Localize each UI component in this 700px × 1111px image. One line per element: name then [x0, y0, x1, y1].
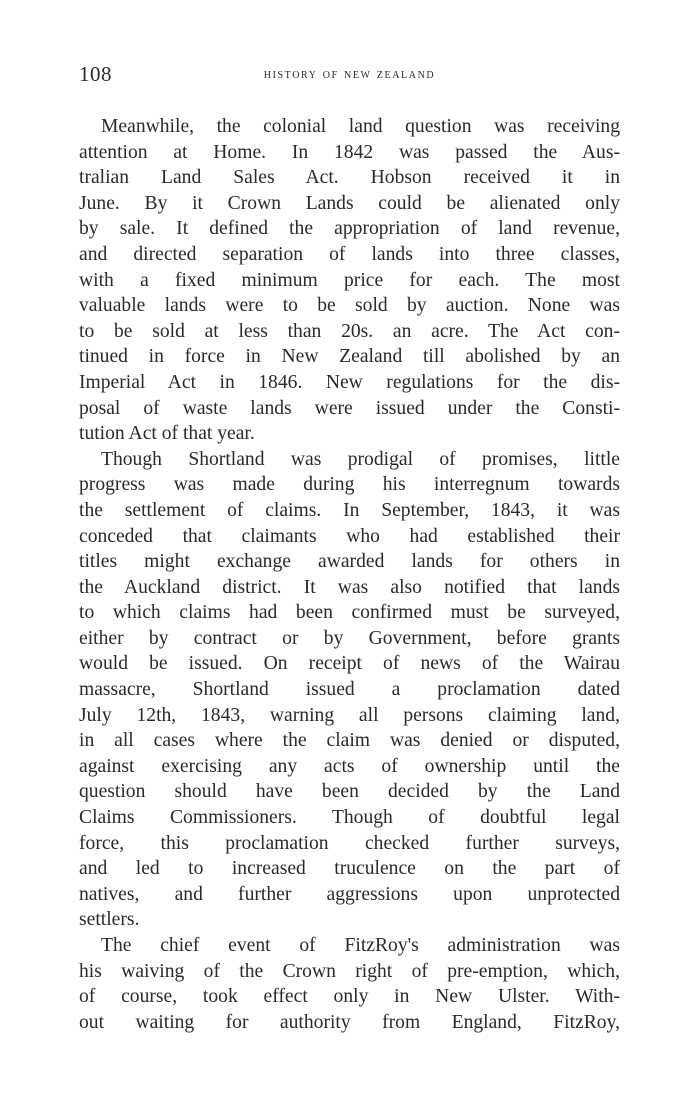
text-line: titles might exchange awarded lands for others in	[79, 551, 620, 573]
text-line: Meanwhile, the colonial land question was receiving	[101, 116, 620, 137]
text-line: progress was made during his interregnum towards	[79, 474, 620, 496]
running-title: history of new zealand	[263, 66, 436, 82]
text-line: conceded that claimants who had established their	[79, 525, 620, 547]
text-line: out waiting for authority from England, FitzRoy,	[79, 1011, 620, 1033]
text-line: tution Act of that year.	[79, 423, 255, 445]
text-line: settlers.	[79, 909, 140, 931]
text-line: natives, and further aggressions upon unprotected	[79, 883, 620, 905]
text-line: valuable lands were to be sold by auction. None was	[79, 295, 620, 317]
text-line: to be sold at less than 20s. an acre. The Act con-	[79, 320, 620, 342]
text-line: posal of waste lands were issued under the Consti-	[79, 397, 620, 419]
text-line: question should have been decided by the Land	[79, 781, 620, 803]
text-line: Claims Commissioners. Though of doubtful legal	[79, 807, 620, 829]
text-line: would be issued. On receipt of news of the Wairau	[79, 653, 620, 675]
running-head	[79, 62, 620, 92]
text-line: tinued in force in New Zealand till abolished by an	[79, 346, 620, 368]
text-line: the settlement of claims. In September, 1843, it was	[79, 499, 620, 521]
text-line: either by contract or by Government, before grants	[79, 627, 620, 649]
text-line: attention at Home. In 1842 was passed the Aus-	[79, 141, 620, 163]
text-line: July 12th, 1843, warning all persons claiming land,	[79, 704, 620, 726]
page-number: 108	[79, 62, 112, 86]
text-line: The chief event of FitzRoy's administration was	[101, 935, 620, 956]
body-text	[79, 114, 620, 1035]
text-line: and directed separation of lands into three classes,	[79, 243, 620, 265]
text-line: to which claims had been confirmed must be surveyed,	[79, 602, 620, 624]
text-line: Imperial Act in 1846. New regulations for the dis-	[79, 371, 620, 393]
text-line: by sale. It defined the appropriation of land revenue,	[79, 218, 620, 240]
text-line: tralian Land Sales Act. Hobson received it in	[79, 167, 620, 189]
text-line: the Auckland district. It was also notified that lands	[79, 576, 620, 598]
text-line: against exercising any acts of ownership until the	[79, 755, 620, 777]
text-line: of course, took effect only in New Ulster. With-	[79, 986, 620, 1008]
text-line: with a fixed minimum price for each. The most	[79, 269, 620, 291]
text-line: Though Shortland was prodigal of promises, little	[101, 448, 620, 470]
text-line: in all cases where the claim was denied or disputed,	[79, 730, 620, 752]
text-line: massacre, Shortland issued a proclamation dated	[79, 679, 620, 701]
text-line: June. By it Crown Lands could be alienated only	[79, 192, 620, 214]
text-line: and led to increased truculence on the part of	[79, 858, 620, 880]
text-line: his waiving of the Crown right of pre-emption, which,	[79, 960, 620, 982]
text-line: force, this proclamation checked further surveys,	[79, 832, 620, 854]
